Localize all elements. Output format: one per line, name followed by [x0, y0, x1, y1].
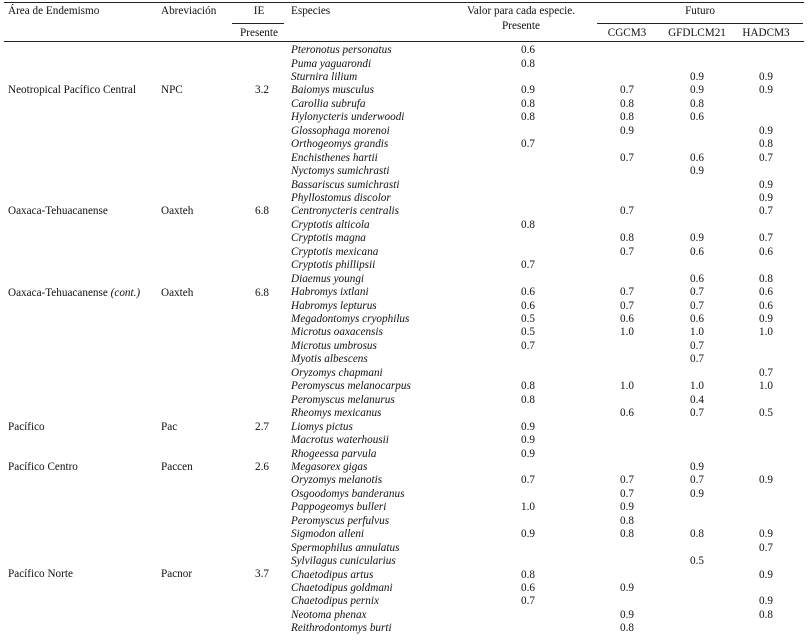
species-name: Sylvilagus cunicularius	[291, 555, 396, 568]
value-present: 0.7	[521, 595, 535, 608]
future-underline	[597, 23, 803, 24]
value-hadcm3: 0.6	[759, 245, 773, 258]
species-name: Cryptotis phillipsii	[291, 259, 376, 272]
value-gfdlcm21: 0.7	[690, 474, 704, 487]
value-cgcm3: 0.8	[620, 622, 634, 635]
value-cgcm3: 0.8	[620, 97, 634, 110]
value-cgcm3: 0.8	[620, 232, 634, 245]
value-hadcm3: 0.6	[759, 299, 773, 312]
species-name: Megasorex gigas	[291, 460, 368, 473]
value-hadcm3: 0.5	[759, 407, 773, 420]
species-name: Enchisthenes hartii	[291, 151, 378, 164]
header-ie: IE	[253, 5, 265, 17]
value-present: 0.8	[521, 111, 535, 124]
value-cgcm3: 0.8	[620, 111, 634, 124]
area-ie: 3.2	[255, 84, 269, 96]
value-hadcm3: 0.9	[759, 70, 773, 83]
value-gfdlcm21: 0.5	[690, 555, 704, 568]
value-gfdlcm21: 0.6	[690, 313, 704, 325]
value-hadcm3: 0.8	[759, 608, 773, 621]
header-model-cgcm3: CGCM3	[607, 27, 647, 39]
value-cgcm3: 0.7	[620, 487, 634, 500]
value-gfdlcm21: 0.6	[690, 151, 704, 164]
value-present: 1.0	[521, 501, 535, 514]
area-name: Pacífico	[8, 421, 45, 433]
value-present: 0.9	[521, 434, 535, 446]
value-cgcm3: 0.7	[620, 151, 634, 164]
value-gfdlcm21: 0.9	[690, 232, 704, 245]
header-model-gfdlcm21: GFDLCM21	[668, 27, 726, 39]
species-name: Cryptotis magna	[291, 232, 366, 245]
species-name: Habromys lepturus	[291, 299, 377, 312]
species-name: Neotoma phenax	[291, 608, 367, 621]
species-name: Megadontomys cryophilus	[291, 313, 410, 325]
species-name: Reithrodontomys burti	[291, 622, 392, 635]
area-name-cont	[8, 287, 140, 300]
species-name: Peromyscus melanocarpus	[291, 380, 411, 393]
area-name: Pacífico Norte	[8, 568, 73, 580]
species-name: Sigmodon alleni	[291, 528, 365, 541]
value-present: 0.8	[521, 57, 535, 70]
value-cgcm3: 0.9	[620, 501, 634, 514]
value-present: 0.8	[521, 568, 535, 581]
header-area: Área de Endemismo	[8, 5, 100, 17]
value-present: 0.7	[521, 259, 535, 272]
species-name: Baiomys musculus	[291, 84, 374, 97]
species-name: Habromys ixtlani	[291, 286, 369, 299]
value-hadcm3: 0.9	[759, 191, 773, 204]
species-name: Puma yaguarondi	[291, 57, 372, 70]
header-future: Futuro	[685, 5, 715, 17]
area-ie: 3.7	[255, 568, 269, 580]
value-present: 0.8	[521, 380, 535, 393]
value-hadcm3: 0.9	[759, 474, 773, 487]
area-cont-label: (cont.)	[110, 287, 141, 299]
value-gfdlcm21: 0.9	[690, 70, 704, 83]
value-present: 0.9	[521, 420, 535, 433]
value-hadcm3: 1.0	[759, 326, 773, 339]
value-gfdlcm21: 1.0	[690, 380, 704, 393]
value-gfdlcm21: 0.8	[690, 97, 704, 110]
species-name: Oryzomys melanotis	[291, 474, 383, 487]
species-name: Rhogeessa parvula	[291, 447, 377, 460]
area-abbreviation: Oaxteh	[161, 205, 194, 217]
value-present: 0.9	[521, 528, 535, 541]
header-model-hadcm3: HADCM3	[742, 27, 790, 39]
header-value: Valor para cada especie.	[466, 5, 576, 17]
species-name: Myotis albescens	[291, 353, 368, 366]
species-name: Chaetodipus pernix	[291, 595, 379, 608]
species-name: Hylonycteris underwoodi	[291, 111, 405, 124]
species-name: Microtus umbrosus	[291, 339, 377, 352]
value-cgcm3: 0.6	[620, 407, 634, 420]
area-abbreviation: NPC	[161, 84, 183, 96]
species-name: Cryptotis alticola	[291, 218, 370, 231]
value-hadcm3: 0.9	[759, 313, 773, 325]
value-gfdlcm21: 0.7	[690, 407, 704, 420]
value-present: 0.7	[521, 138, 535, 151]
species-name: Spermophilus annulatus	[291, 541, 400, 554]
area-name: Pacífico Centro	[8, 461, 78, 473]
value-cgcm3: 0.7	[620, 84, 634, 97]
species-name: Osgoodomys banderanus	[291, 487, 405, 500]
species-name: Cryptotis mexicana	[291, 245, 379, 258]
value-present: 0.7	[521, 339, 535, 352]
species-name: Peromyscus perfulvus	[291, 514, 390, 527]
header-value-present: Presente	[502, 20, 540, 32]
header-abbreviation: Abreviación	[161, 5, 217, 17]
header-rule-bottom	[4, 41, 804, 42]
value-cgcm3: 0.7	[620, 299, 634, 312]
value-hadcm3: 0.8	[759, 138, 773, 151]
value-cgcm3: 0.7	[620, 474, 634, 487]
value-gfdlcm21: 0.6	[690, 272, 704, 285]
value-present: 0.8	[521, 218, 535, 231]
value-present: 0.8	[521, 97, 535, 110]
value-gfdlcm21: 1.0	[690, 326, 704, 339]
area-ie: 2.6	[255, 461, 269, 473]
value-gfdlcm21: 0.9	[690, 84, 704, 97]
area-name: Oaxaca-Tehuacanense	[8, 287, 108, 299]
value-hadcm3: 0.7	[759, 232, 773, 245]
species-name: Chaetodipus artus	[291, 568, 374, 581]
value-cgcm3: 0.7	[620, 286, 634, 299]
species-name: Liomys pictus	[291, 420, 353, 433]
value-present: 0.9	[521, 84, 535, 97]
value-present: 0.6	[521, 299, 535, 312]
value-gfdlcm21: 0.7	[690, 299, 704, 312]
value-cgcm3: 0.6	[620, 313, 634, 325]
species-name: Phyllostomus discolor	[291, 191, 391, 204]
value-gfdlcm21: 0.8	[690, 528, 704, 541]
species-name: Carollia subrufa	[291, 97, 366, 110]
value-hadcm3: 0.7	[759, 541, 773, 554]
area-ie: 6.8	[255, 205, 269, 217]
species-name: Centronycteris centralis	[291, 205, 400, 218]
species-name: Bassariscus sumichrasti	[291, 178, 400, 191]
value-hadcm3: 0.9	[759, 595, 773, 608]
species-name: Sturnira lilium	[291, 70, 358, 83]
value-present: 0.9	[521, 447, 535, 460]
value-present: 0.8	[521, 393, 535, 406]
species-name: Peromyscus melanurus	[291, 393, 395, 406]
species-name: Macrotus waterhousii	[291, 434, 389, 446]
species-name: Pappogeomys bulleri	[291, 501, 387, 514]
value-cgcm3: 1.0	[620, 380, 634, 393]
value-gfdlcm21: 0.9	[690, 487, 704, 500]
area-ie: 2.7	[255, 421, 269, 433]
value-present: 0.5	[521, 313, 535, 325]
area-ie: 6.8	[255, 287, 269, 299]
value-present: 0.6	[521, 44, 535, 56]
value-gfdlcm21: 0.7	[690, 353, 704, 366]
area-abbreviation: Pac	[161, 421, 178, 433]
area-name: Neotropical Pacífico Central	[8, 84, 136, 96]
value-present: 0.5	[521, 326, 535, 339]
value-hadcm3: 0.6	[759, 286, 773, 299]
species-name: Diaemus youngi	[291, 272, 365, 285]
value-cgcm3: 0.9	[620, 124, 634, 137]
value-hadcm3: 0.9	[759, 568, 773, 581]
value-hadcm3: 0.7	[759, 205, 773, 218]
value-cgcm3: 1.0	[620, 326, 634, 339]
value-hadcm3: 0.9	[759, 84, 773, 97]
value-gfdlcm21: 0.7	[690, 286, 704, 299]
species-name: Microtus oaxacensis	[291, 326, 383, 339]
area-name: Oaxaca-Tehuacanense	[8, 205, 108, 217]
value-hadcm3: 0.7	[759, 151, 773, 164]
value-present: 0.6	[521, 582, 535, 594]
species-name: Nyctomys sumichrasti	[291, 165, 390, 178]
value-gfdlcm21: 0.6	[690, 245, 704, 258]
species-name: Oryzomys chapmani	[291, 366, 383, 379]
species-name: Orthogeomys grandis	[291, 138, 389, 151]
value-cgcm3: 0.7	[620, 245, 634, 258]
species-name: Glossophaga morenoi	[291, 124, 390, 137]
area-abbreviation: Paccen	[161, 461, 193, 473]
value-hadcm3: 0.9	[759, 528, 773, 541]
value-cgcm3: 0.7	[620, 205, 634, 218]
header-rule-top	[4, 2, 804, 3]
area-abbreviation: Pacnor	[161, 568, 193, 580]
value-hadcm3: 0.9	[759, 178, 773, 191]
value-gfdlcm21: 0.9	[690, 165, 704, 178]
value-hadcm3: 0.7	[759, 366, 773, 379]
value-gfdlcm21: 0.7	[690, 339, 704, 352]
value-hadcm3: 0.8	[759, 272, 773, 285]
value-gfdlcm21: 0.9	[690, 460, 704, 473]
value-hadcm3: 0.9	[759, 124, 773, 137]
area-abbreviation: Oaxteh	[161, 287, 194, 299]
value-hadcm3: 1.0	[759, 380, 773, 393]
value-gfdlcm21: 0.4	[690, 393, 704, 406]
value-cgcm3: 0.9	[620, 608, 634, 621]
value-present: 0.6	[521, 286, 535, 299]
value-gfdlcm21: 0.6	[690, 111, 704, 124]
value-cgcm3: 0.8	[620, 528, 634, 541]
species-name: Rheomys mexicanus	[291, 407, 382, 420]
ie-underline	[232, 23, 284, 24]
value-cgcm3: 0.8	[620, 514, 634, 527]
value-cgcm3: 0.9	[620, 582, 634, 594]
species-name: Pteronotus personatus	[291, 44, 392, 56]
value-present: 0.7	[521, 474, 535, 487]
header-ie-present: Presente	[240, 27, 278, 39]
header-species: Especies	[291, 5, 331, 17]
species-name: Chaetodipus goldmani	[291, 582, 393, 594]
